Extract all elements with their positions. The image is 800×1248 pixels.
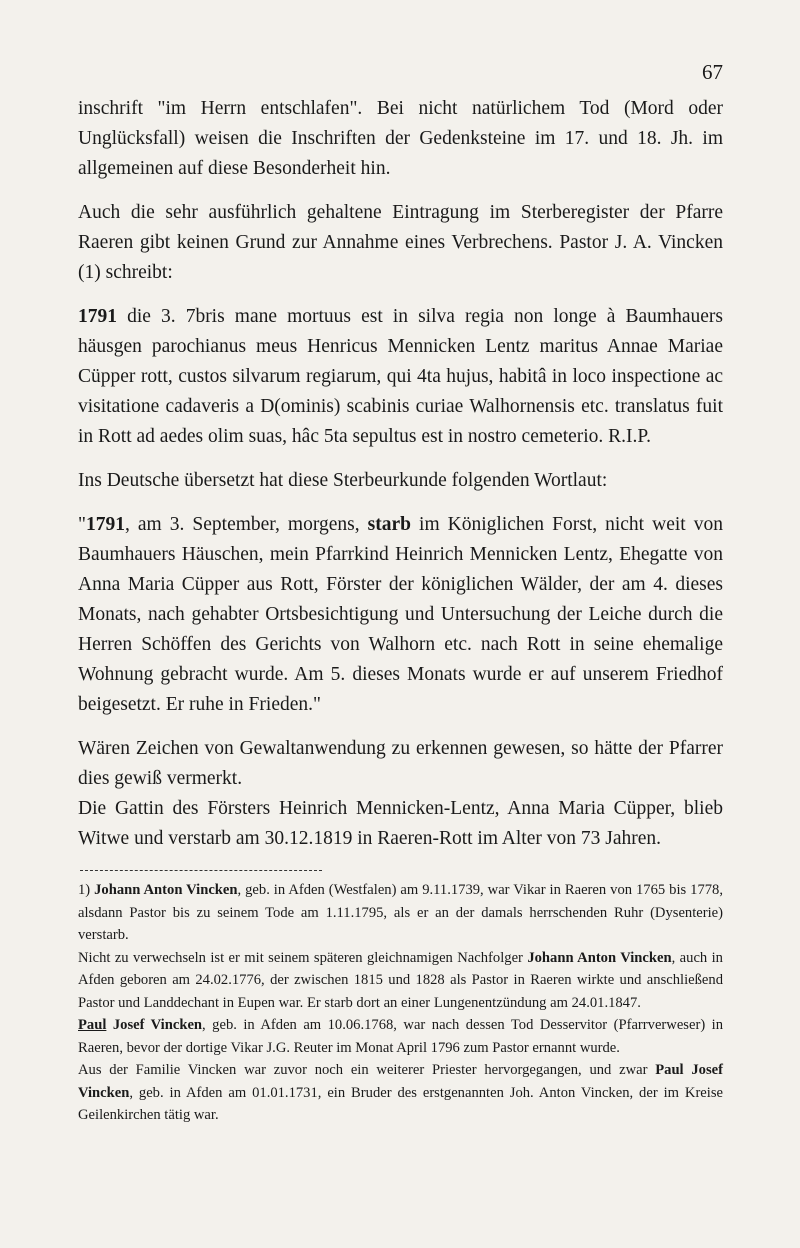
translation-starb: starb [367, 514, 411, 535]
paragraph-3-latin [78, 302, 723, 452]
quote-open: " [78, 514, 86, 535]
paragraph-6: Wären Zeichen von Gewaltanwendung zu erkennen gewesen, so hätte der Pfarrer dies gewiß vermerkt. [78, 738, 723, 789]
footnote-2-text-b: , auch in Afden geboren am 24.02.1776, der zwischen 1815 und 1828 als Pastor in Raeren wirkte und anschließend Pastor und Landdechant in Eupen war. Er starb dort an einer Lungenentzündung am 24.01.1847. [78, 949, 723, 1011]
page-number: 67 [702, 60, 723, 84]
footnote-4 [78, 1059, 723, 1127]
paragraph-5-translation [78, 510, 723, 720]
footnote-3-name [78, 1017, 202, 1033]
footnote-3-name-first: Paul [78, 1017, 107, 1033]
paragraph-2: Auch die sehr ausführlich gehaltene Eintragung im Sterberegister der Pfarre Raeren gibt keinen Grund zur Annahme eines Verbrechens. Pastor J. A. Vincken (1) schreibt: [78, 202, 723, 283]
latin-year: 1791 [78, 306, 117, 327]
translation-year: 1791 [85, 514, 125, 535]
footnote-3-text: , geb. in Afden am 10.06.1768, war nach dessen Tod Desservitor (Pfarrverweser) in Raeren, bevor der dortige Vikar J.G. Reuter im Monat April 1796 zum Pastor ernannt wurde. [78, 1017, 724, 1056]
footnotes [78, 870, 723, 1127]
footnote-rule [80, 870, 322, 871]
translation-text-b: im Königlichen Forst, nicht weit von Baumhauers Häuschen, mein Pfarrkind Heinrich Mennicken Lentz, Ehegatte von Anna Maria Cüpper aus Rott, Förster der königlichen Wälder, der am 4. dieses Monats, nach gehabter Ortsbesichtigung und Untersuchung der Leiche durch die Herren Schöffen des Gerichts von Walhorn etc. nach Rott in seine ehemalige Wohnung gebracht wurde. Am 5. dieses Monats wurde er auf unserem Friedhof beigesetzt. Er ruhe in Frieden." [78, 514, 724, 715]
footnote-4-text-b: , geb. in Afden am 01.01.1731, ein Bruder des erstgenannten Joh. Anton Vincken, der im Kreise Geilenkirchen tätig war. [78, 1084, 723, 1123]
footnote-2-text-a: Nicht zu verwechseln ist er mit seinem späteren gleichnamigen Nachfolger [78, 949, 528, 966]
footnote-1-prefix: 1) [78, 882, 95, 898]
footnote-3-name-rest: Josef Vincken [106, 1017, 203, 1033]
footnote-1 [78, 879, 723, 947]
footnote-2 [78, 947, 723, 1015]
translation-text-a: , am 3. September, morgens, [124, 514, 368, 535]
paragraph-4: Ins Deutsche übersetzt hat diese Sterbeurkunde folgenden Wortlaut: [78, 470, 608, 491]
footnote-4-name: Paul Josef Vincken [78, 1062, 723, 1101]
footnote-1-text: , geb. in Afden (Westfalen) am 9.11.1739, war Vikar in Raeren von 1765 bis 1778, alsdann Pastor bis zu seinem Tode am 1.11.1795, als er an der damals herrschenden Ruhr (Dysenterie) verstarb. [78, 882, 723, 943]
footnote-1-name: Johann Anton Vincken [94, 882, 238, 898]
paragraph-1: inschrift "im Herrn entschlafen". Bei nicht natürlichem Tod (Mord oder Unglücksfall) weisen die Inschriften der Gedenksteine im 17. und 18. Jh. im allgemeinen auf diese Besonderheit hin. [78, 98, 723, 179]
latin-text: die 3. 7bris mane mortuus est in silva regia non longe à Baumhauers häusgen parochianus meus Henricus Mennicken Lentz maritus Annae Mariae Cüpper rott, custos silvarum regiarum, qui 4ta hujus, habitâ in loco inspectione ac visitatione cadaveris a D(ominis) scabinis curiae Walhornensis etc. translatus fuit in Rott ad aedes olim suas, hâc 5ta sepultus est in nostro cemeterio. R.I.P. [78, 306, 723, 447]
footnote-4-text-a: Aus der Familie Vincken war zuvor noch ein weiterer Priester hervorgegangen, und zwar [78, 1062, 656, 1078]
footnote-3 [78, 1014, 723, 1059]
paragraph-7: Die Gattin des Försters Heinrich Mennicken-Lentz, Anna Maria Cüpper, blieb Witwe und verstarb am 30.12.1819 in Raeren-Rott im Alter von 73 Jahren. [78, 798, 723, 849]
main-text [78, 94, 723, 854]
footnote-2-name: Johann Anton Vincken [527, 949, 672, 966]
